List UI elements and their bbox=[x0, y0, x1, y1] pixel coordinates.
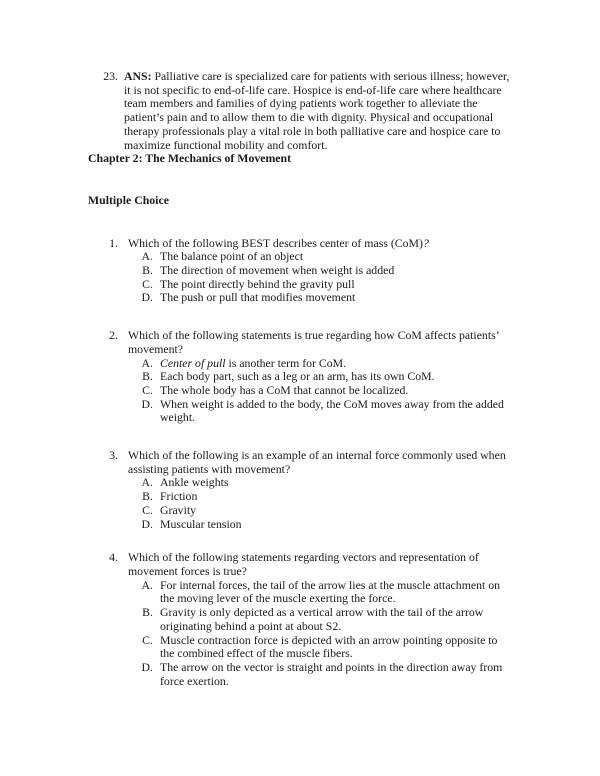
question-2-option-a bbox=[88, 357, 512, 371]
section-heading: Multiple Choice bbox=[88, 192, 169, 207]
answer-label: ANS: bbox=[124, 69, 152, 83]
option-letter: C. bbox=[142, 502, 153, 517]
option-text: The direction of movement when weight is added bbox=[160, 263, 395, 278]
option-letter: B. bbox=[142, 605, 153, 620]
question-4-option-b bbox=[88, 606, 512, 633]
option-letter: A. bbox=[141, 475, 153, 490]
question-number: 2. bbox=[109, 328, 118, 343]
option-text: Each body part, such as a leg or an arm, has its own CoM. bbox=[160, 369, 435, 384]
option-text: When weight is added to the body, the CoM moves away from the added weight. bbox=[160, 396, 504, 425]
option-italic: Center of pull bbox=[160, 355, 226, 370]
question-text: Which of the following is an example of an internal force commonly used when assisting patients with movement? bbox=[128, 448, 506, 476]
question-2-stem bbox=[88, 329, 512, 356]
option-letter: D. bbox=[141, 396, 153, 411]
question-3-stem bbox=[88, 449, 512, 476]
option-text: Ankle weights bbox=[160, 475, 229, 490]
question-4-option-d bbox=[88, 661, 512, 688]
option-text: Muscular tension bbox=[160, 516, 242, 531]
option-text: Gravity is only depicted as a vertical arrow with the tail of the arrow originating behind a point at about S2. bbox=[160, 605, 484, 633]
option-text: The point directly behind the gravity pull bbox=[160, 276, 355, 291]
question-2 bbox=[88, 329, 512, 425]
option-letter: D. bbox=[141, 659, 153, 674]
chapter-heading: Chapter 2: The Mechanics of Movement bbox=[88, 151, 292, 166]
option-text: The arrow on the vector is straight and points in the direction away from force exertion. bbox=[160, 659, 503, 688]
option-letter: B. bbox=[142, 263, 153, 278]
answer-number: 23. bbox=[103, 69, 118, 83]
option-letter: C. bbox=[142, 382, 153, 397]
option-text: The balance point of an object bbox=[160, 249, 304, 264]
option-letter: D. bbox=[141, 290, 153, 305]
option-letter: C. bbox=[142, 632, 153, 647]
question-1-option-b bbox=[88, 264, 512, 278]
answer-item-23 bbox=[88, 70, 512, 152]
question-text: Which of the following statements is true regarding how CoM affects patients’ movement? bbox=[128, 328, 499, 356]
question-3-option-c bbox=[88, 504, 512, 518]
option-letter: A. bbox=[141, 249, 153, 264]
option-letter: B. bbox=[142, 369, 153, 384]
question-text: Which of the following BEST describes center of mass (CoM) bbox=[128, 235, 423, 250]
question-3-option-a bbox=[88, 476, 512, 490]
question-text: Which of the following statements regarding vectors and representation of movement forces is true? bbox=[128, 550, 479, 578]
option-text: Gravity bbox=[160, 502, 197, 517]
option-text: For internal forces, the tail of the arrow lies at the muscle attachment on the moving lever of the muscle exerting the force. bbox=[160, 577, 501, 606]
question-1-stem bbox=[88, 237, 512, 251]
option-letter: B. bbox=[142, 489, 153, 504]
question-number: 1. bbox=[109, 235, 118, 250]
question-1-option-a bbox=[88, 250, 512, 264]
question-4-stem bbox=[88, 551, 512, 578]
question-1-option-c bbox=[88, 278, 512, 292]
question-2-option-b bbox=[88, 370, 512, 384]
question-3-option-b bbox=[88, 490, 512, 504]
question-1 bbox=[88, 237, 512, 306]
option-letter: A. bbox=[141, 577, 153, 592]
question-2-option-d bbox=[88, 398, 512, 425]
option-text: Friction bbox=[160, 489, 198, 504]
document-content bbox=[88, 70, 512, 688]
option-text: Muscle contraction force is depicted with an arrow pointing opposite to the combined effect of the muscle fibers. bbox=[160, 632, 498, 661]
question-4-option-a bbox=[88, 579, 512, 606]
option-text: is another term for CoM. bbox=[225, 355, 347, 370]
option-text: The push or pull that modifies movement bbox=[160, 290, 356, 305]
option-text: The whole body has a CoM that cannot be localized. bbox=[160, 382, 409, 397]
option-letter: A. bbox=[141, 355, 153, 370]
question-number: 3. bbox=[109, 448, 118, 463]
question-2-option-c bbox=[88, 384, 512, 398]
answer-text: Palliative care is specialized care for patients with serious illness; however, it is not specific to end-of-life care. Hospice is end-of-life care where healthcare team members and families of dying patients work together to alleviate the patient’s pain and to allow them to die with dignity. Physical and occupational therapy professionals play a vital role in both palliative care and hospice care to maximize functional mobility and comfort. bbox=[124, 69, 510, 152]
question-3-option-d bbox=[88, 518, 512, 532]
question-4-option-c bbox=[88, 634, 512, 661]
question-text-italic-suffix: ? bbox=[422, 235, 429, 250]
option-letter: D. bbox=[141, 516, 153, 531]
question-1-option-d bbox=[88, 291, 512, 305]
question-4 bbox=[88, 551, 512, 688]
question-3 bbox=[88, 449, 512, 531]
option-letter: C. bbox=[142, 276, 153, 291]
question-number: 4. bbox=[109, 550, 118, 565]
